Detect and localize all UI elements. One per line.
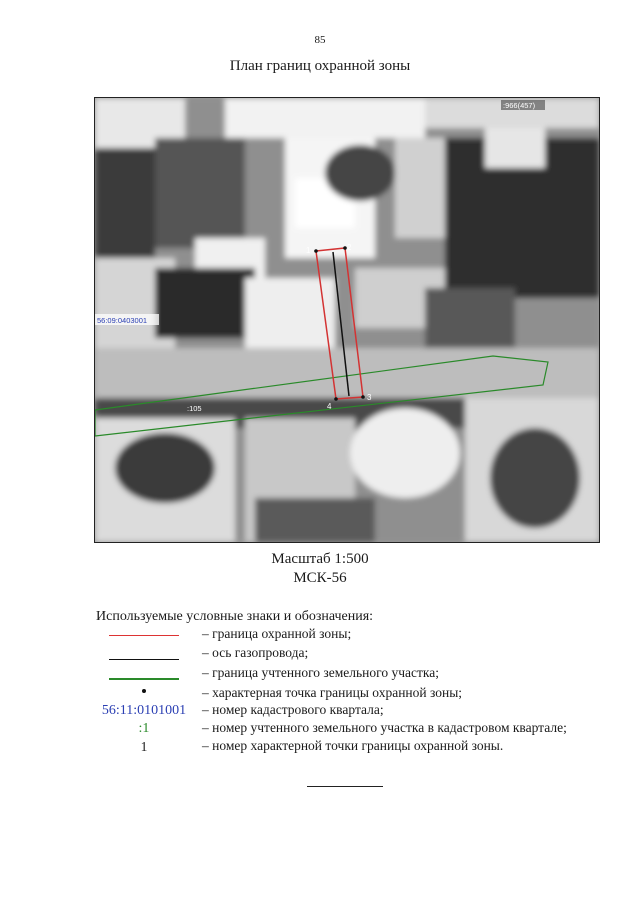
parcel-number-symbol: :1 <box>138 721 150 736</box>
point-1-marker <box>314 249 318 253</box>
page-title: План границ охранной зоны <box>229 58 411 74</box>
legend-row-parcel-number <box>94 720 614 738</box>
black-line-symbol <box>109 659 179 660</box>
point-dot-symbol <box>142 689 146 693</box>
legend-text: – номер кадастрового квартала; <box>202 702 384 717</box>
red-line-symbol <box>109 635 179 636</box>
point-1-label: 1 <box>306 246 311 255</box>
legend-row-gas-axis <box>94 645 614 663</box>
signature-line <box>307 786 383 787</box>
legend-text: – ось газопровода; <box>202 645 309 660</box>
legend-text: – граница охранной зоны; <box>202 626 352 641</box>
legend-text: – характерная точка границы охранной зоны; <box>202 685 463 700</box>
coordinate-system: МСК-56 <box>293 570 347 586</box>
legend-text: – номер учтенного земельного участка в кадастровом квартале; <box>202 720 567 735</box>
scale-block <box>0 550 640 588</box>
legend-heading: Используемые условные знаки и обозначения: <box>96 609 374 624</box>
legend-row-quarter-number <box>94 702 614 720</box>
point-4-label: 4 <box>327 402 332 411</box>
green-line-symbol <box>109 678 179 680</box>
quarter-number-symbol: 56:11:0101001 <box>101 703 187 718</box>
legend-row-zone-boundary <box>94 626 614 644</box>
aerial-imagery <box>95 98 599 542</box>
scale-ratio: Масштаб 1:500 <box>271 551 369 567</box>
point-number-symbol: 1 <box>140 739 148 754</box>
point-3-label: 3 <box>367 393 372 402</box>
legend-text: – номер характерной точки границы охранной зоны. <box>202 738 504 753</box>
legend-row-point-number <box>94 738 614 756</box>
point-4-marker <box>334 397 338 401</box>
map-svg <box>95 98 599 542</box>
point-2-label: 2 <box>347 243 352 252</box>
parcel-label-top: :966(457) <box>503 101 536 110</box>
aerial-map <box>94 97 600 543</box>
legend-row-parcel-boundary <box>94 665 614 683</box>
point-3-marker <box>361 395 365 399</box>
legend-row-point <box>94 685 614 703</box>
cadastral-quarter-label: 56:09:0403001 <box>97 316 148 325</box>
parcel-label-road: :105 <box>187 404 202 413</box>
page-number: 85 <box>314 34 326 46</box>
legend-text: – граница учтенного земельного участка; <box>202 665 439 680</box>
